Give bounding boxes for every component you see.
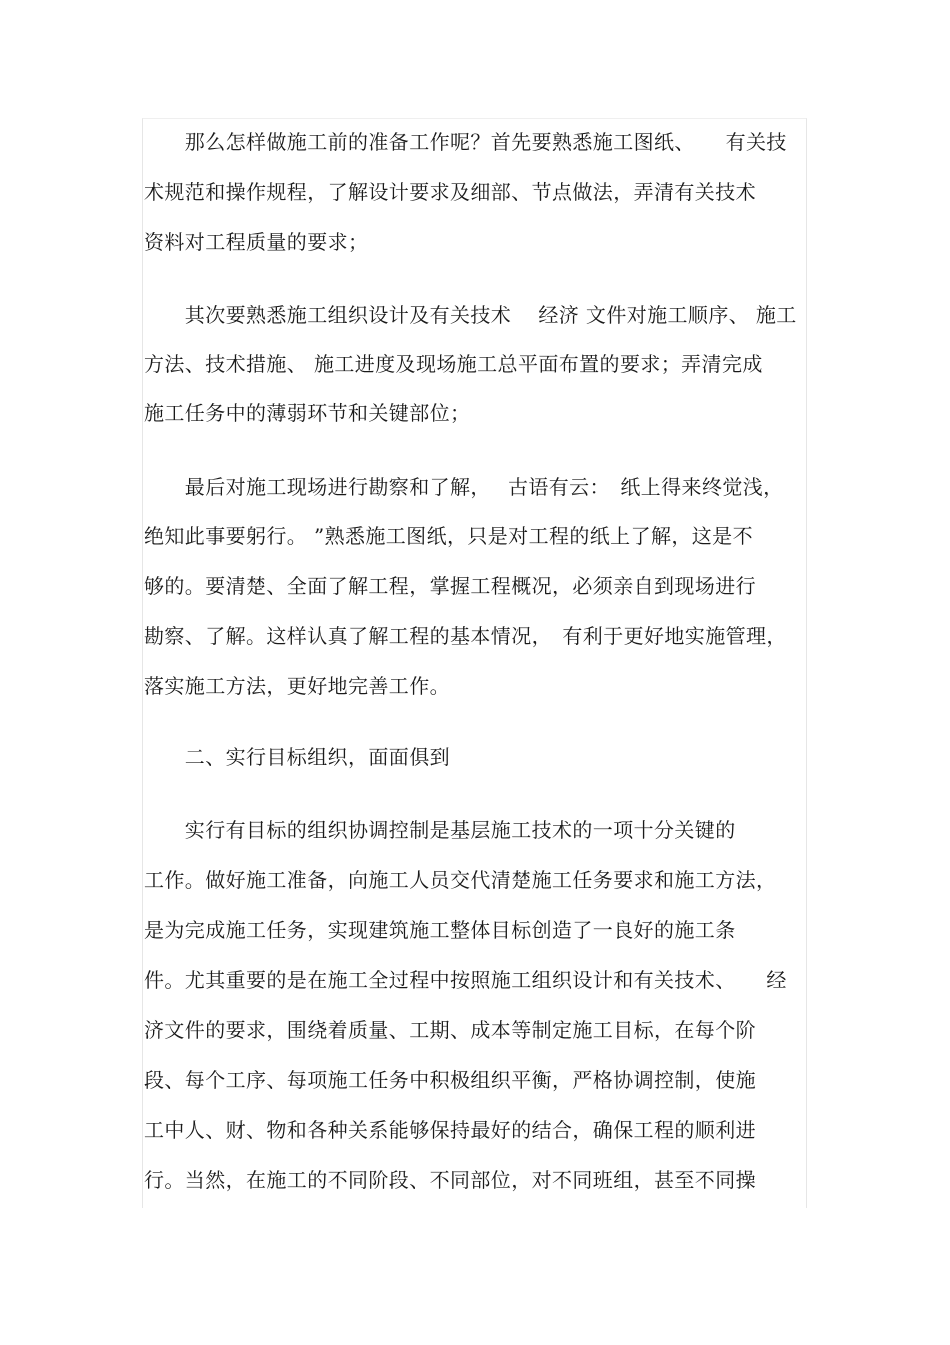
text-line: 件。尤其重要的是在施工全过程中按照施工组织设计和有关技术、 经 [144, 968, 787, 992]
text-line: 行。当然，在施工的不同阶段、不同部位，对不同班组，甚至不同操 [144, 1168, 756, 1192]
text-line: 其次要熟悉施工组织设计及有关技术 经济 文件对施工顺序、 施工 [144, 303, 797, 327]
text-line: 资料对工程质量的要求； [144, 230, 369, 254]
text-line: 工作。做好施工准备，向施工人员交代清楚施工任务要求和施工方法， [144, 868, 777, 892]
text-line: 济文件的要求，围绕着质量、工期、成本等制定施工目标，在每个阶 [144, 1018, 756, 1042]
text-line: 落实施工方法，更好地完善工作。 [144, 674, 450, 698]
text-line: 勘察、了解。这样认真了解工程的基本情况， 有利于更好地实施管理， [144, 624, 787, 648]
section-title: 二、实行目标组织，面面俱到 [144, 745, 450, 769]
text-line: 术规范和操作规程，了解设计要求及细部、节点做法，弄清有关技术 [144, 180, 756, 204]
text-line: 最后对施工现场进行勘察和了解， 古语有云： 纸上得来终觉浅， [144, 475, 784, 499]
text-line: 方法、技术措施、 施工进度及现场施工总平面布置的要求；弄清完成 [144, 352, 763, 376]
text-line: 那么怎样做施工前的准备工作呢？首先要熟悉施工图纸、 有关技 [144, 130, 787, 154]
text-line: 实行有目标的组织协调控制是基层施工技术的一项十分关键的 [144, 818, 736, 842]
page-frame [142, 118, 807, 1208]
text-line: 段、每个工序、每项施工任务中积极组织平衡，严格协调控制，使施 [144, 1068, 756, 1092]
text-line: 够的。要清楚、全面了解工程，掌握工程概况，必须亲自到现场进行 [144, 574, 756, 598]
text-line: 绝知此事要躬行。 ”熟悉施工图纸，只是对工程的纸上了解，这是不 [144, 524, 753, 548]
text-line: 施工任务中的薄弱环节和关键部位； [144, 401, 471, 425]
text-line: 工中人、财、物和各种关系能够保持最好的结合，确保工程的顺利进 [144, 1118, 756, 1142]
text-line: 是为完成施工任务，实现建筑施工整体目标创造了一良好的施工条 [144, 918, 736, 942]
